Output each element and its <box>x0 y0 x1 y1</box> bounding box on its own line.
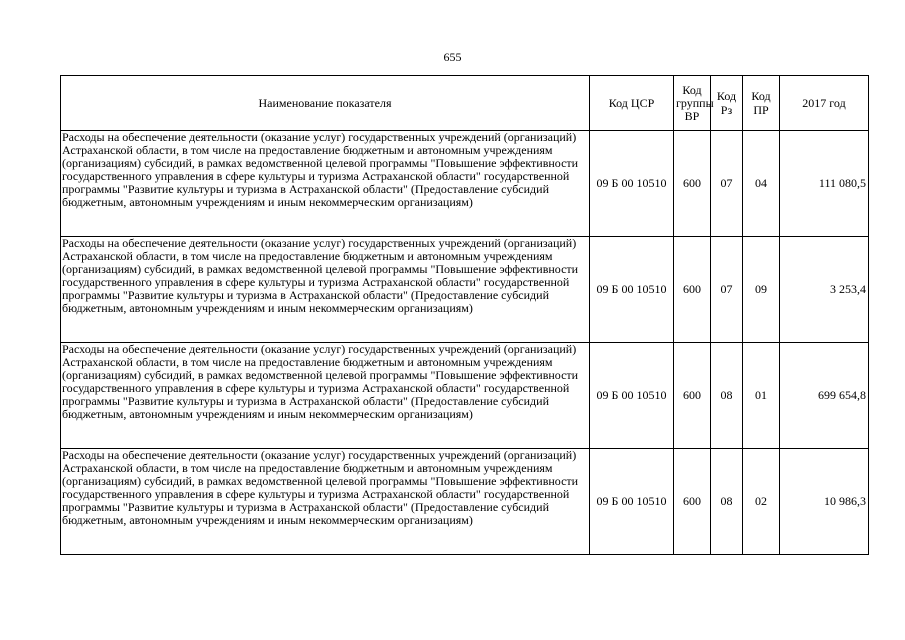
row-amount: 699 654,8 <box>780 343 869 449</box>
row-amount: 111 080,5 <box>780 131 869 237</box>
row-csr: 09 Б 00 10510 <box>590 237 674 343</box>
page-number: 655 <box>443 50 462 64</box>
row-vr: 600 <box>674 131 711 237</box>
row-rz: 08 <box>711 449 743 555</box>
row-rz: 07 <box>711 237 743 343</box>
row-pr: 04 <box>743 131 780 237</box>
header-csr: Код ЦСР <box>590 76 674 131</box>
row-pr: 02 <box>743 449 780 555</box>
table-row <box>61 449 869 555</box>
table-row <box>61 131 869 237</box>
row-vr: 600 <box>674 237 711 343</box>
row-csr: 09 Б 00 10510 <box>590 131 674 237</box>
row-vr: 600 <box>674 449 711 555</box>
table-header-row <box>61 76 869 131</box>
row-rz: 08 <box>711 343 743 449</box>
budget-table <box>60 75 869 555</box>
header-name: Наименование показателя <box>61 76 590 131</box>
header-rz: Код Рз <box>711 76 743 131</box>
row-name: Расходы на обеспечение деятельности (оказание услуг) государственных учреждений (организаций) Астраханской области, в том числе на предоставление бюджетным и автономным учреждениям (организациям) субсидий, в рамках ведомственной целевой программы "Повышение эффективности государственного управления в сфере культуры и туризма Астраханской области" государственной программы "Развитие культуры и туризма в Астраханской области" (Предоставление субсидий бюджетным, автономным учреждениям и иным некоммерческим организациям) <box>61 449 590 555</box>
row-name: Расходы на обеспечение деятельности (оказание услуг) государственных учреждений (организаций) Астраханской области, в том числе на предоставление бюджетным и автономным учреждениям (организациям) субсидий, в рамках ведомственной целевой программы "Повышение эффективности государственного управления в сфере культуры и туризма Астраханской области" государственной программы "Развитие культуры и туризма в Астраханской области" (Предоставление субсидий бюджетным, автономным учреждениям и иным некоммерческим организациям) <box>61 343 590 449</box>
row-csr: 09 Б 00 10510 <box>590 343 674 449</box>
header-year: 2017 год <box>780 76 869 131</box>
row-name: Расходы на обеспечение деятельности (оказание услуг) государственных учреждений (организаций) Астраханской области, в том числе на предоставление бюджетным и автономным учреждениям (организациям) субсидий, в рамках ведомственной целевой программы "Повышение эффективности государственного управления в сфере культуры и туризма Астраханской области" государственной программы "Развитие культуры и туризма в Астраханской области" (Предоставление субсидий бюджетным, автономным учреждениям и иным некоммерческим организациям) <box>61 131 590 237</box>
header-pr: Код ПР <box>743 76 780 131</box>
row-amount: 3 253,4 <box>780 237 869 343</box>
table-row <box>61 343 869 449</box>
row-amount: 10 986,3 <box>780 449 869 555</box>
row-name: Расходы на обеспечение деятельности (оказание услуг) государственных учреждений (организаций) Астраханской области, в том числе на предоставление бюджетным и автономным учреждениям (организациям) субсидий, в рамках ведомственной целевой программы "Повышение эффективности государственного управления в сфере культуры и туризма Астраханской области" государственной программы "Развитие культуры и туризма в Астраханской области" (Предоставление субсидий бюджетным, автономным учреждениям и иным некоммерческим организациям) <box>61 237 590 343</box>
row-pr: 01 <box>743 343 780 449</box>
table-row <box>61 237 869 343</box>
row-rz: 07 <box>711 131 743 237</box>
row-csr: 09 Б 00 10510 <box>590 449 674 555</box>
row-vr: 600 <box>674 343 711 449</box>
header-vr: Код группы ВР <box>674 76 711 131</box>
row-pr: 09 <box>743 237 780 343</box>
